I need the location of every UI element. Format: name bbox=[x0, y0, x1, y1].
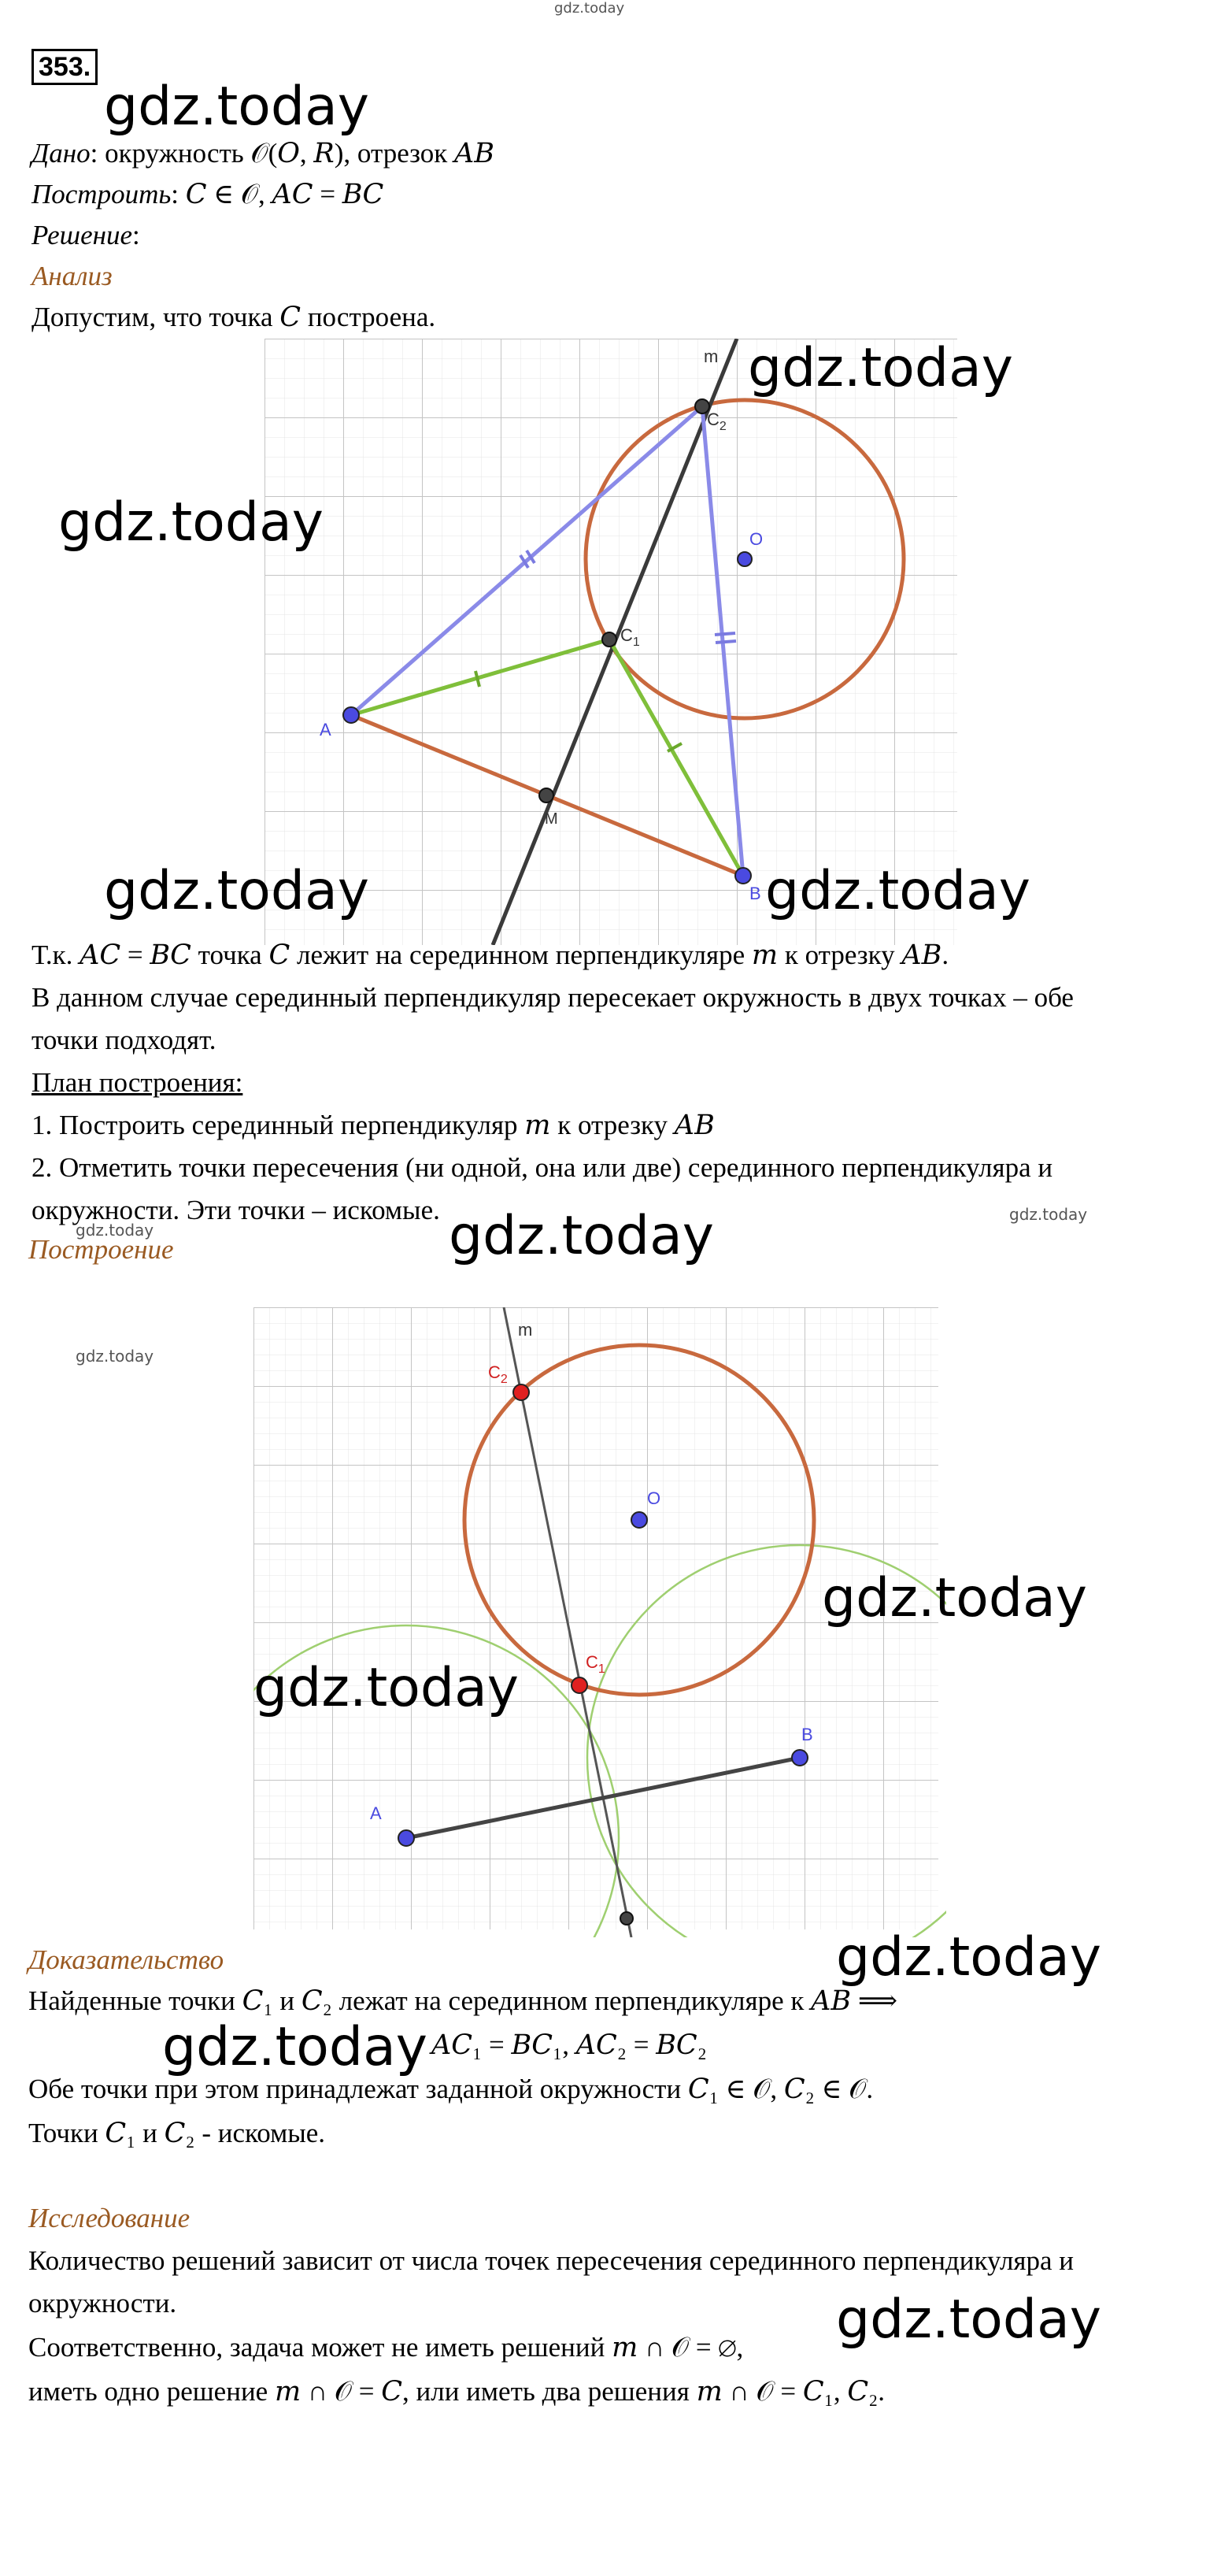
point-A bbox=[343, 707, 359, 723]
given-line bbox=[31, 132, 494, 175]
label-A: A bbox=[370, 1803, 382, 1823]
watermark: gdz.today bbox=[449, 1205, 714, 1267]
point-C1 bbox=[602, 632, 616, 647]
watermark: gdz.today bbox=[748, 337, 1013, 399]
proof-line1: Найденные точки 𝐶₁ и 𝐶₂ лежат на серединном перпендикуляре к 𝐴𝐵 ⟹ bbox=[28, 1985, 898, 2016]
plan-heading: План построения: bbox=[31, 1067, 243, 1098]
proof-line4: Точки 𝐶₁ и 𝐶₂ - искомые. bbox=[28, 2118, 326, 2148]
research-heading: Исследование bbox=[28, 2203, 191, 2233]
solution-label: Решение bbox=[31, 220, 133, 250]
label-M: M bbox=[545, 810, 558, 828]
research-line2: окружности. bbox=[28, 2288, 177, 2318]
watermark-small: gdz.today bbox=[76, 1347, 154, 1366]
label-m: m bbox=[518, 1320, 533, 1340]
construct-label: Построить bbox=[31, 179, 172, 209]
label-C2: $C_2$ bbox=[488, 1362, 508, 1386]
research-line3: Соответственно, задача может не иметь решений 𝑚 ∩ 𝒪 = ∅, bbox=[28, 2332, 744, 2363]
header-watermark: gdz.today bbox=[554, 0, 625, 17]
solution-text: : bbox=[132, 220, 140, 250]
analysis-intro: Допустим, что точка 𝐶 построена. bbox=[31, 302, 436, 332]
watermark: gdz.today bbox=[104, 860, 369, 922]
label-O: O bbox=[647, 1488, 661, 1508]
given-text: : окружность 𝒪(𝑂, 𝑅), отрезок 𝐴𝐵 bbox=[90, 138, 495, 169]
label-C1: $C_1$ bbox=[620, 625, 640, 649]
point-C1 bbox=[572, 1677, 587, 1693]
research-line4: иметь одно решение 𝑚 ∩ 𝒪 = 𝐶, или иметь два решения 𝑚 ∩ 𝒪 = 𝐶₁, 𝐶₂. bbox=[28, 2376, 886, 2407]
watermark: gdz.today bbox=[253, 1657, 519, 1719]
watermark: gdz.today bbox=[765, 860, 1030, 922]
watermark-small: gdz.today bbox=[76, 1221, 154, 1240]
label-C1: $C_1$ bbox=[586, 1652, 605, 1676]
point-intersection bbox=[620, 1912, 633, 1925]
watermark-small: gdz.today bbox=[1009, 1205, 1088, 1224]
label-m: m bbox=[704, 347, 719, 366]
analysis-line1: Т.к. 𝐴𝐶 = 𝐵𝐶 точка 𝐶 лежит на серединном перпендикуляре 𝑚 к отрезку 𝐴𝐵. bbox=[31, 940, 949, 970]
problem-number: 353. bbox=[31, 49, 98, 85]
point-M bbox=[539, 788, 553, 802]
label-A: A bbox=[320, 720, 331, 739]
solution-line bbox=[31, 214, 140, 257]
plan-step2b: окружности. Эти точки – искомые. bbox=[31, 1195, 440, 1225]
figure-analysis bbox=[265, 339, 973, 945]
given-label: Дано bbox=[31, 138, 91, 169]
label-C2: $C_2$ bbox=[707, 410, 727, 433]
proof-line2: 𝐴𝐶₁ = 𝐵𝐶₁, 𝐴𝐶₂ = 𝐵𝐶₂ bbox=[431, 2029, 707, 2060]
watermark: gdz.today bbox=[836, 1926, 1101, 1989]
point-B bbox=[792, 1750, 808, 1766]
point-O bbox=[738, 552, 752, 566]
construct-line bbox=[31, 173, 383, 216]
analysis-line3: точки подходят. bbox=[31, 1025, 216, 1055]
proof-heading: Доказательство bbox=[28, 1944, 224, 1975]
watermark: gdz.today bbox=[104, 76, 369, 138]
analysis-heading: Анализ bbox=[31, 261, 113, 291]
label-B: B bbox=[749, 884, 761, 903]
point-A bbox=[398, 1830, 414, 1846]
construction-heading: Построение bbox=[28, 1234, 174, 1265]
point-B bbox=[735, 868, 751, 884]
point-O bbox=[631, 1512, 647, 1528]
watermark: gdz.today bbox=[58, 491, 324, 554]
research-line1: Количество решений зависит от числа точек пересечения серединного перпендикуляра и bbox=[28, 2245, 1075, 2276]
watermark: gdz.today bbox=[162, 2016, 427, 2078]
point-C2 bbox=[513, 1384, 529, 1400]
plan-step2a: 2. Отметить точки пересечения (ни одной, она или две) серединного перпендикуляра и bbox=[31, 1152, 1053, 1183]
label-B: B bbox=[801, 1725, 813, 1744]
proof-line3: Обе точки при этом принадлежат заданной окружности 𝐶₁ ∈ 𝒪, 𝐶₂ ∈ 𝒪. bbox=[28, 2074, 874, 2104]
plan-step1: 1. Построить серединный перпендикуляр 𝑚 к отрезку 𝐴𝐵 bbox=[31, 1110, 715, 1140]
watermark: gdz.today bbox=[822, 1567, 1087, 1629]
label-O: O bbox=[749, 529, 764, 549]
construct-text: : 𝐶 ∈ 𝒪, 𝐴𝐶 = 𝐵𝐶 bbox=[171, 179, 384, 209]
analysis-line2: В данном случае серединный перпендикуляр пересекает окружность в двух точках – обе bbox=[31, 982, 1074, 1013]
watermark: gdz.today bbox=[836, 2289, 1101, 2351]
